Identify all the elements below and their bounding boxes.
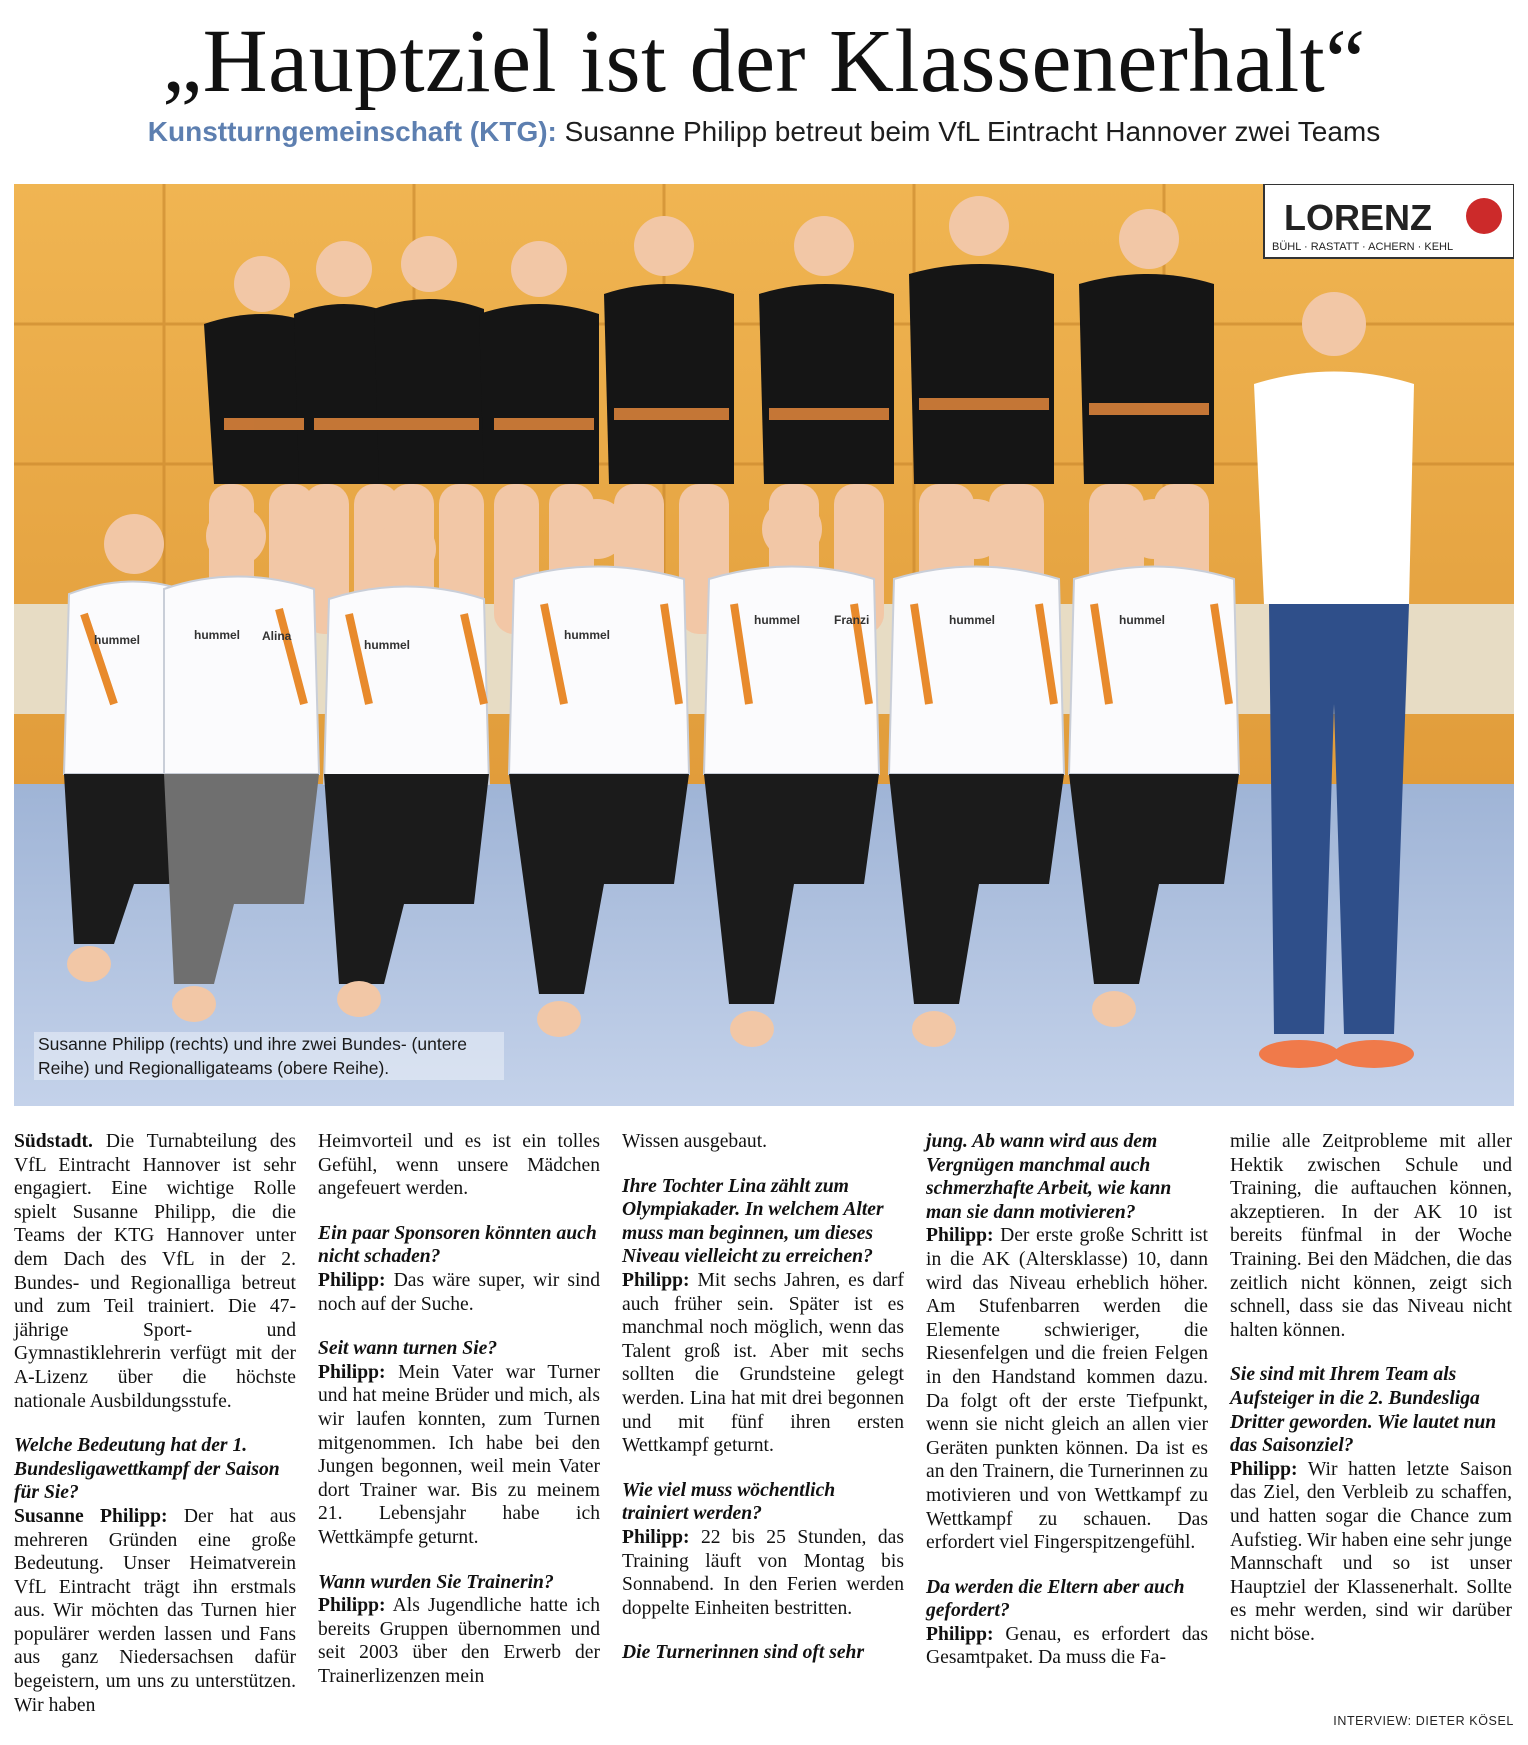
jacket-brand-4: hummel [564,628,611,642]
jacket-brand-2: hummel [194,628,241,642]
speaker-label: Philipp: [318,1595,386,1617]
question-6: Wie viel muss wöchentlich trainiert werden? [622,1479,836,1525]
answer-8 [926,1623,1208,1670]
photo-caption: Susanne Philipp (rechts) und ihre zwei Bundes- (untere Reihe) und Regionalligateams (obere Reihe). [34,1032,504,1080]
speaker-label: Philipp: [318,1361,386,1383]
question-1: Welche Bedeutung hat der 1. Bundesligawettkampf der Saison für Sie? [14,1435,280,1504]
banner-name: LORENZ [1284,197,1432,238]
question-3: Seit wann turnen Sie? [318,1338,498,1360]
subheadline-kicker: Kunstturngemeinschaft (KTG): [147,116,557,147]
jacket-name-franzi: Franzi [834,613,870,627]
jacket-brand-1: hummel [94,633,141,647]
answer-text: Das wäre super, wir sind noch auf der Suche. [318,1269,600,1315]
speaker-label: Philipp: [1230,1458,1298,1480]
answer-text: Der hat aus mehreren Gründen eine große Bedeutung. Unser Heimatverein VfL Eintracht trägt ihn erstmals aus. Wir möchten das Turnen hier populärer werden lassen und Fans aus ganz Niedersachsen dafür begeistern, um uns zu unterstützen. Wir haben [14,1505,296,1716]
question-7-start: Die Turnerinnen sind oft sehr [622,1642,865,1664]
intro-text: Die Turnabteilung des VfL Eintracht Hannover ist sehr engagiert. Eine wichtige Rolle spielt Susanne Philipp, die die Teams der KTG Hannover unter dem Dach des VfL in der 2. Bundes- und Regionalliga betreut und zum Teil trainiert. Die 47-jährige Sport- und Gymnastiklehrerin verfügt mit der A-Lizenz über die höchste nationale Ausbildungsstufe. [14,1131,296,1412]
dateline: Südstadt. [14,1131,93,1152]
speaker-label: Philipp: [926,1225,994,1247]
subheadline-text: Susanne Philipp betreut beim VfL Eintracht Hannover zwei Teams [556,116,1381,147]
answer-4-continued: Wissen ausgebaut. [622,1131,768,1152]
speaker-label: Susanne Philipp: [14,1505,168,1527]
answer-1 [14,1505,296,1717]
column-2 [318,1130,600,1730]
jacket-brand-3: hummel [364,638,411,652]
answer-text: Wir hatten letzte Saison das Ziel, den Verbleib zu schaffen, und hatten sogar die Chance zum Aufstieg. Wir haben eine sehr junge Mannschaft und so ist unser Hauptziel der Klassenerhalt. Sollte es mehr werden, sind wir darüber nicht böse. [1230,1458,1512,1645]
column-4 [926,1130,1208,1730]
interview-credit: INTERVIEW: DIETER KÖSEL [1333,1714,1514,1728]
answer-text: Mein Vater war Turner und hat meine Brüder und mich, als wir laufen konnten, zum Turnen mitgenommen. Ich habe bei den Jungen begonnen, weil mein Vater dort Trainer war. Bis zu meinem 21. Lebensjahr habe ich Wettkämpfe geturnt. [318,1361,600,1548]
intro-paragraph [14,1130,296,1413]
answer-9 [1230,1458,1512,1647]
jacket-brand-5: hummel [754,613,801,627]
column-1 [14,1130,296,1730]
jacket-brand-6: hummel [949,613,996,627]
question-8: Da werden die Eltern aber auch gefordert? [926,1576,1185,1622]
speaker-label: Philipp: [622,1526,690,1548]
sponsor-banner [1264,184,1514,258]
speaker-label: Philipp: [926,1623,994,1645]
answer-5 [622,1269,904,1458]
answer-text: Als Jugendliche hatte ich bereits Gruppen übernommen und seit 2003 über den Erwerb der Trainerlizenzen mein [318,1595,600,1687]
speaker-label: Philipp: [318,1269,386,1291]
team-photo-illustration [14,184,1514,1106]
answer-3 [318,1361,600,1550]
jacket-name-alina: Alina [262,629,292,643]
column-5 [1230,1130,1512,1730]
answer-7 [926,1224,1208,1554]
question-4: Wann wurden Sie Trainerin? [318,1571,554,1593]
jacket-brand-7: hummel [1119,613,1166,627]
banner-places: BÜHL · RASTATT · ACHERN · KEHL [1272,241,1454,253]
subheadline [0,110,1528,154]
answer-2 [318,1269,600,1316]
answer-text: Genau, es erfordert das Gesamtpaket. Da muss die Fa- [926,1623,1208,1669]
column-3 [622,1130,904,1730]
answer-1-continued: Heimvorteil und es ist ein tolles Gefühl, wenn unsere Mädchen angefeuert werden. [318,1131,600,1200]
question-7-end: jung. Ab wann wird aus dem Vergnügen manchmal auch schmerzhafte Arbeit, wie kann man sie dann motivieren? [926,1131,1172,1223]
answer-text: Mit sechs Jahren, es darf auch früher sein. Später ist es manchmal noch möglich, wenn das Talent groß ist. Aber mit sechs sollten die Grundsteine gelegt werden. Lina hat mit drei begonnen und mit fünf ihren ersten Wettkampf geturnt. [622,1269,904,1457]
answer-text: Der erste große Schritt ist in die AK (Altersklasse) 10, dann wird das Niveau erheblich höher. Am Stufenbarren werden die Elemente schwieriger, die Riesenfelgen und die freien Felgen in den Handstand kommen dazu. Da folgt oft der erste Tiefpunkt, wenn sie nicht gleich an allen vier Geräten punkten können. Da ist es an den Trainern, die Turnerinnen zu motivieren und von Wettkampf zu Wettkampf zu schauen. Das erfordert viel Fingerspitzengefühl. [926,1225,1208,1554]
team-photo [14,184,1514,1106]
answer-4 [318,1594,600,1688]
question-9: Sie sind mit Ihrem Team als Aufsteiger in die 2. Bundesliga Dritter geworden. Wie lautet nun das Saisonziel? [1230,1364,1497,1457]
speaker-label: Philipp: [622,1269,690,1291]
answer-text: 22 bis 25 Stunden, das Training läuft von Montag bis Sonnabend. In den Ferien werden doppelte Einheiten bestritten. [622,1526,904,1619]
question-5: Ihre Tochter Lina zählt zum Olympiakader. In welchem Alter muss man beginnen, um dieses Niveau vielleicht zu erreichen? [622,1175,884,1268]
article-body [14,1130,1514,1730]
question-2: Ein paar Sponsoren könnten auch nicht schaden? [318,1222,597,1268]
answer-8-continued: milie alle Zeitprobleme mit aller Hektik zwischen Schule und Training, die auftauchen können, akzeptieren. In der AK 10 ist bereits fünfmal in der Woche Training. Bei den Mädchen, die das zeitlich nicht können, zeigt sich schnell, dass sie das Niveau nicht halten können. [1230,1131,1512,1341]
answer-6 [622,1526,904,1620]
headline: „Hauptziel ist der Klassenerhalt“ [162,12,1366,111]
